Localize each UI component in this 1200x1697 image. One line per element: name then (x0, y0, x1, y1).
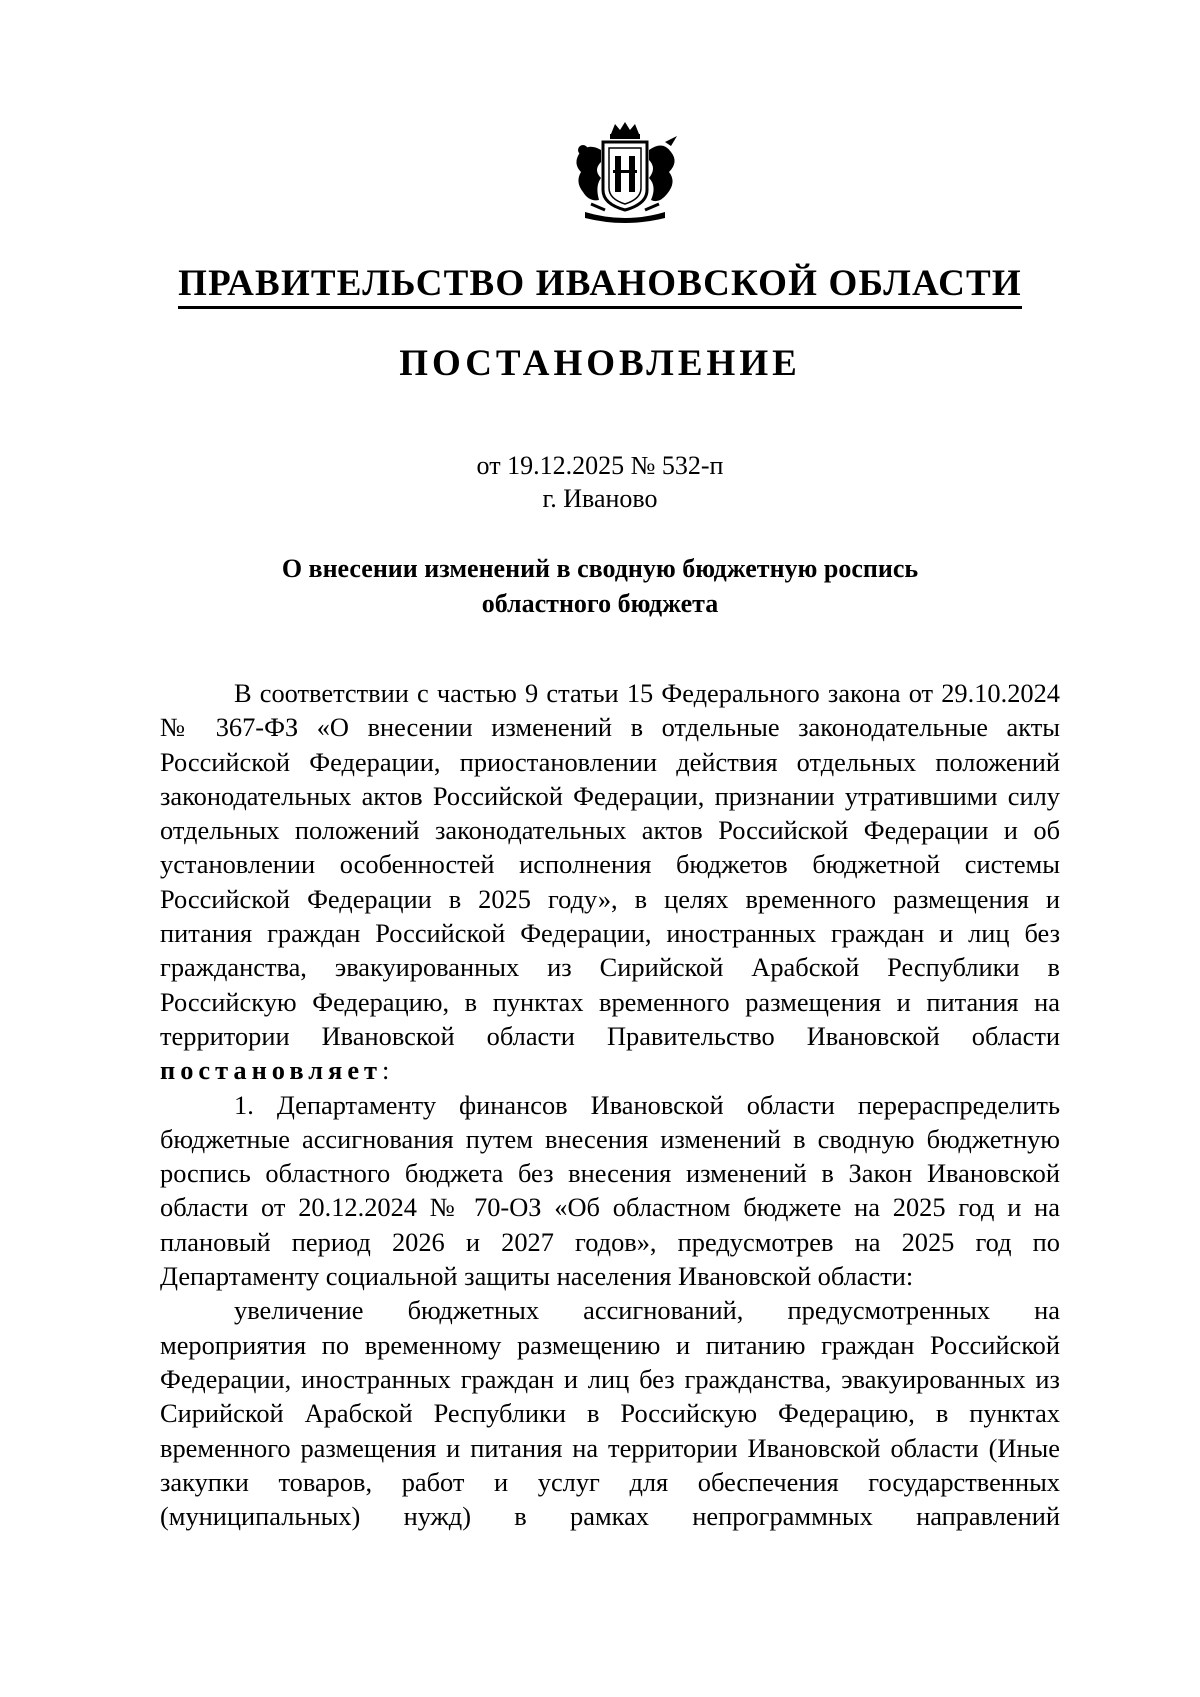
resolves-line (160, 1053, 1060, 1087)
coat-of-arms-icon (565, 120, 685, 228)
resolves-word: постановляет (160, 1055, 383, 1086)
document-body (160, 676, 1060, 1533)
subject-line-1: О внесении изменений в сводную бюджетную роспись (281, 554, 919, 583)
document-city: г. Иваново (542, 484, 658, 513)
preamble-paragraph: В соответствии с частью 9 статьи 15 Федерального закона от 29.10.2024 № 367-ФЗ «О внесении изменений в отдельные законодательные акты Российской Федерации, приостановлении действия отдельных положений законодательных актов Российской Федерации, признании утратившими силу отдельных положений законодательных актов Российской Федерации и об установлении особенностей исполнения бюджетов бюджетной системы Российской Федерации в 2025 году», в целях временного размещения и питания граждан Российской Федерации, иностранных граждан и лиц без гражданства, эвакуированных из Сирийской Арабской Республики в Российскую Федерацию, в пунктах временного размещения и питания на территории Ивановской области Правительство Ивановской области (160, 678, 1060, 1051)
document-type: ПОСТАНОВЛЕНИЕ (399, 343, 801, 384)
subject-line-2: областного бюджета (481, 589, 719, 618)
document-subject (0, 551, 1200, 621)
increase-paragraph: увеличение бюджетных ассигнований, предусмотренных на мероприятия по временному размещению и питанию граждан Российской Федерации, иностранных граждан и лиц без гражданства, эвакуированных из Сирийской Арабской Республики в Российскую Федерацию, в пунктах временного размещения и питания на территории Ивановской области (Иные закупки товаров, работ и услуг для обеспечения государственных (муниципальных) нужд) в рамках непрограммных направлений (160, 1295, 1060, 1532)
item-1-paragraph: 1. Департаменту финансов Ивановской области перераспределить бюджетные ассигнования путем внесения изменений в сводную бюджетную роспись областного бюджета без внесения изменений в Закон Ивановской области от 20.12.2024 № 70-ОЗ «Об областном бюджете на 2025 год и на плановый период 2026 и 2027 годов», предусмотрев на 2025 год по Департаменту социальной защиты населения Ивановской области: (160, 1089, 1060, 1292)
document-date-number: от 19.12.2025 № 532-п (476, 451, 724, 480)
resolves-colon: : (382, 1055, 390, 1086)
government-title (0, 262, 1200, 305)
government-title-text: ПРАВИТЕЛЬСТВО ИВАНОВСКОЙ ОБЛАСТИ (178, 263, 1022, 309)
